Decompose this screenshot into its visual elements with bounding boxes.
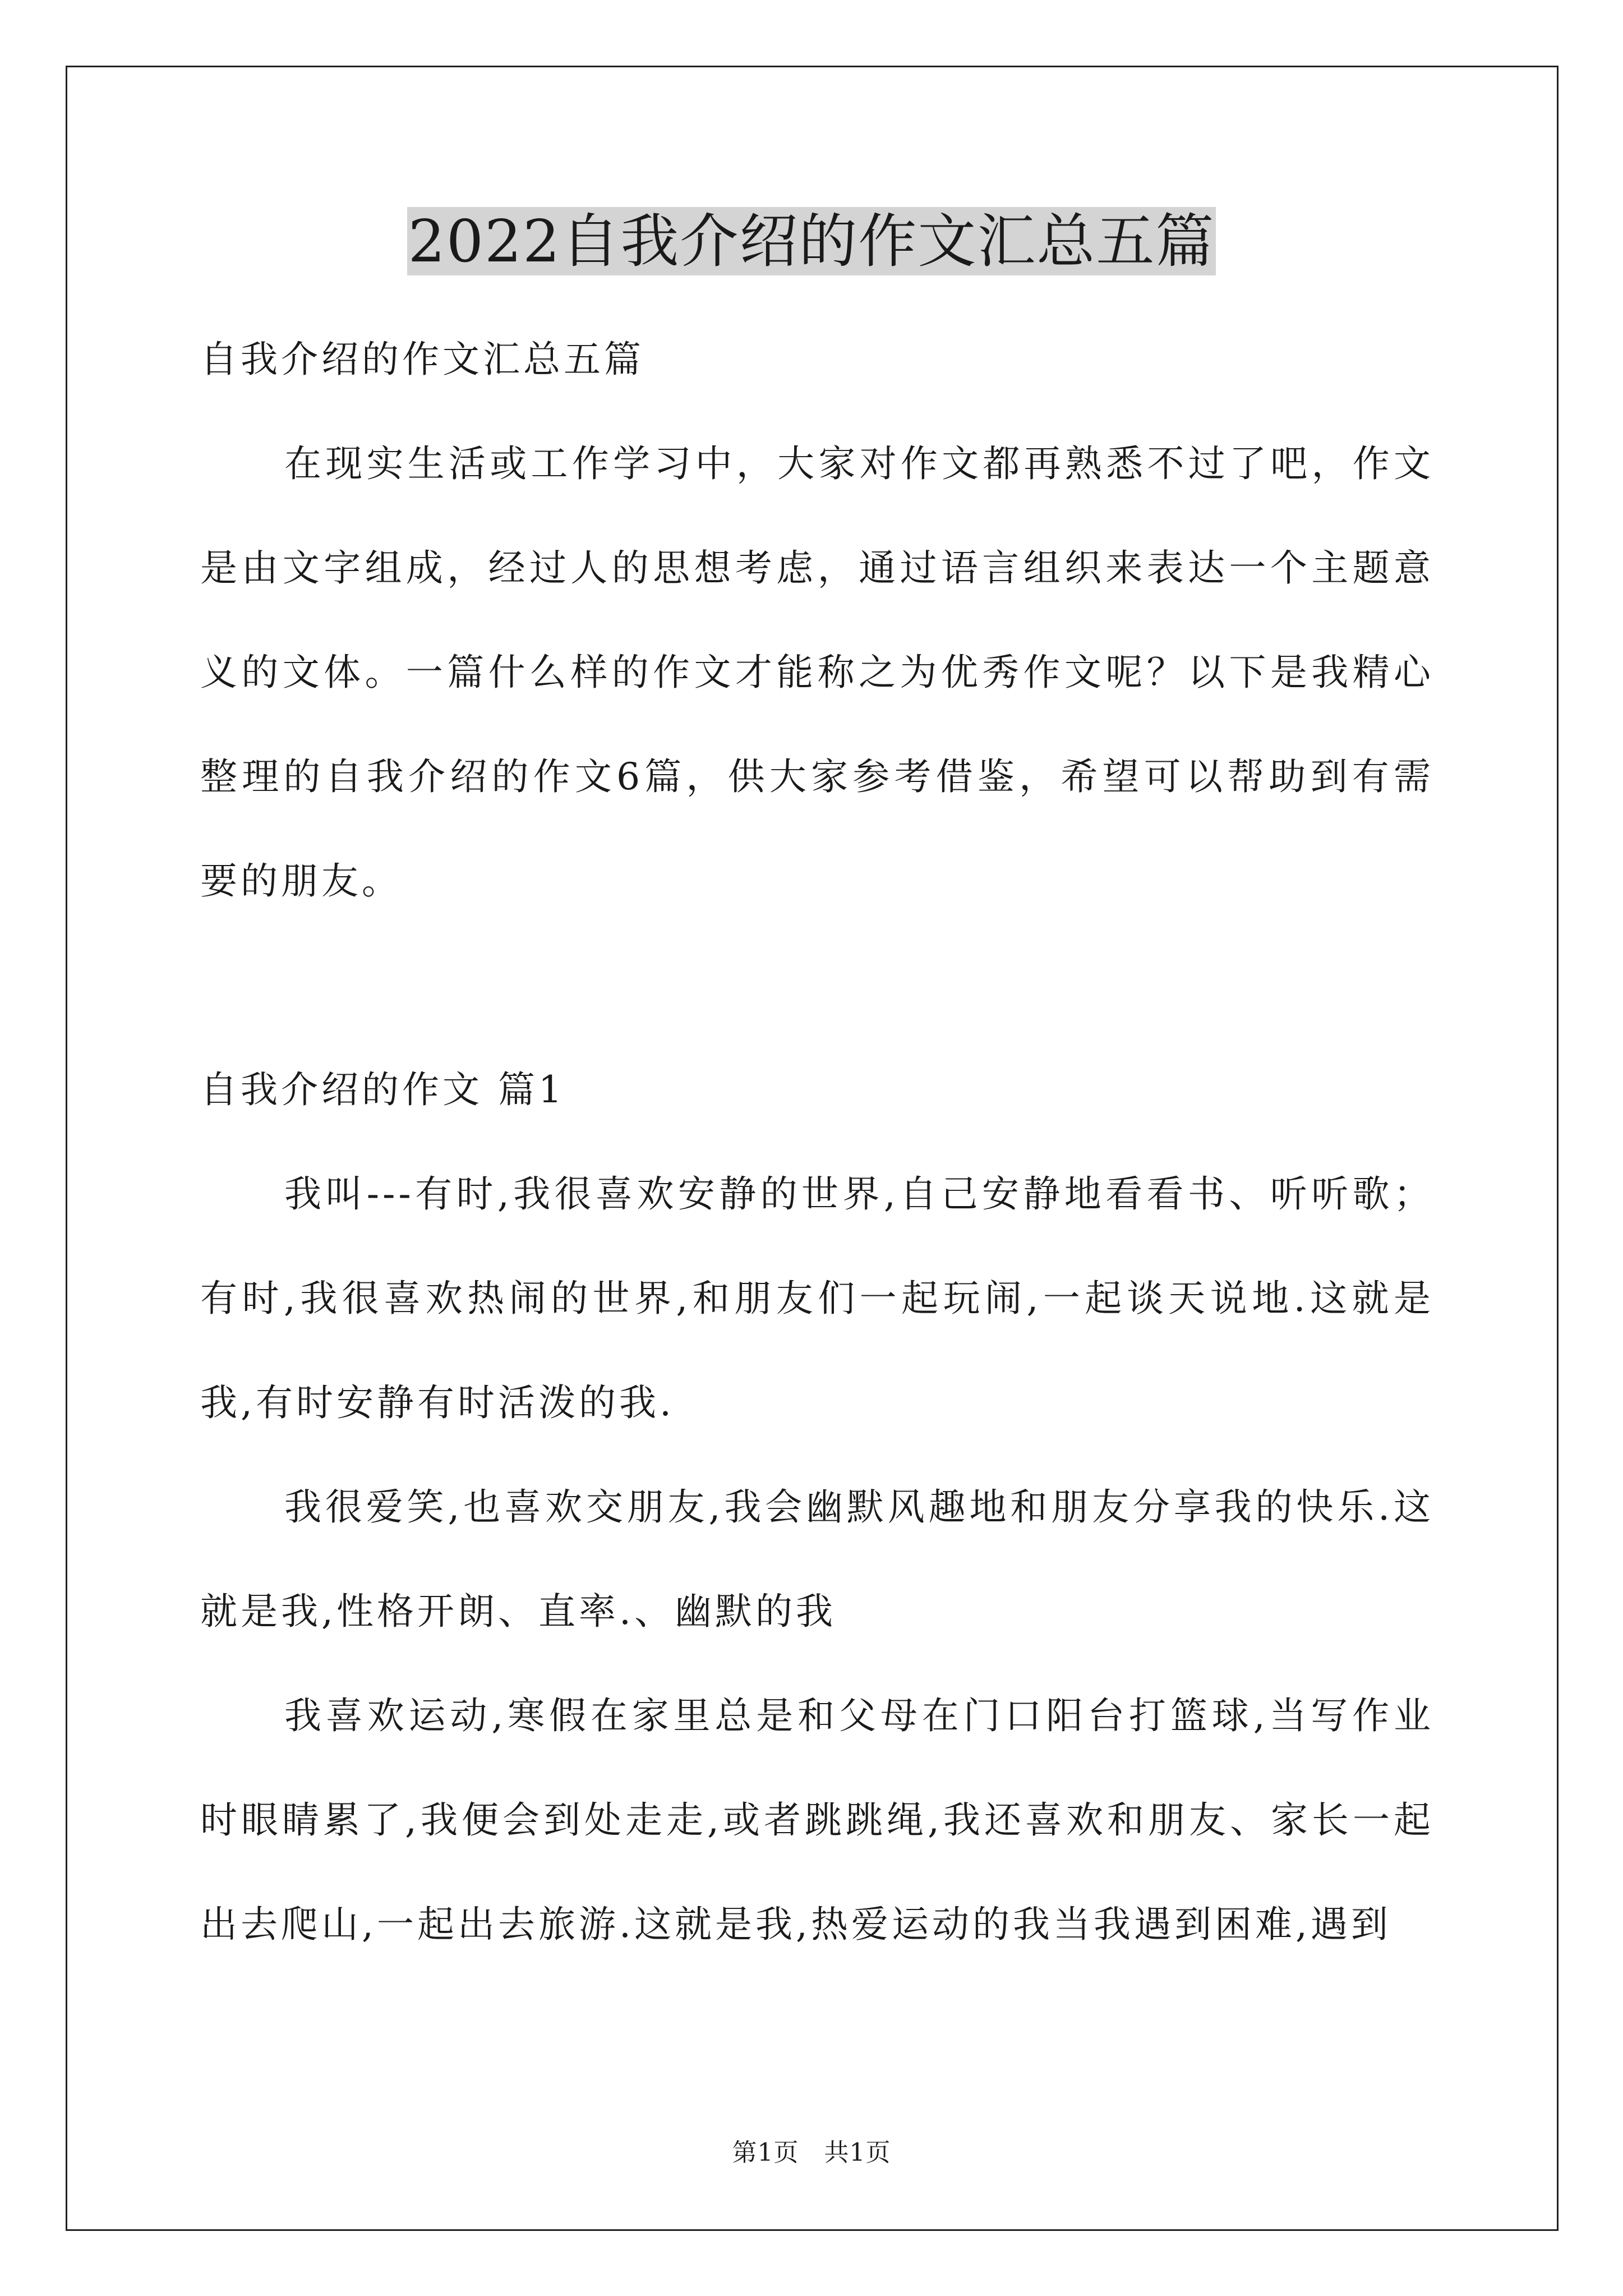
document-title-text: 2022自我介绍的作文汇总五篇 [408,207,1215,275]
document-subtitle: 自我介绍的作文汇总五篇 [200,338,644,381]
section-heading: 自我介绍的作文 篇1 [200,1068,565,1111]
page-footer [0,2136,1623,2170]
document-body [200,307,1434,1977]
document-title [0,205,1623,278]
page-number: 第1页 共1页 [732,2138,891,2167]
body-paragraph: 我喜欢运动,寒假在家里总是和父母在门口阳台打篮球,当写作业时眼睛累了,我便会到处走走,或者跳跳绳,我还喜欢和朋友、家长一起出去爬山,一起出去旅游.这就是我,热爱运动的我当我遇到困难,遇到 [200,1694,1434,1946]
body-paragraph: 我叫---有时,我很喜欢安静的世界,自己安静地看看书、听听歌；有时,我很喜欢热闹的世界,和朋友们一起玩闹,一起谈天说地.这就是我,有时安静有时活泼的我. [200,1172,1434,1424]
body-paragraph: 我很爱笑,也喜欢交朋友,我会幽默风趣地和朋友分享我的快乐.这就是我,性格开朗、直率.、幽默的我 [200,1485,1434,1633]
intro-paragraph: 在现实生活或工作学习中，大家对作文都再熟悉不过了吧，作文是由文字组成，经过人的思想考虑，通过语言组织来表达一个主题意义的文体。一篇什么样的作文才能称之为优秀作文呢？以下是我精心整理的自我介绍的作文6篇，供大家参考借鉴，希望可以帮助到有需要的朋友。 [200,442,1434,903]
